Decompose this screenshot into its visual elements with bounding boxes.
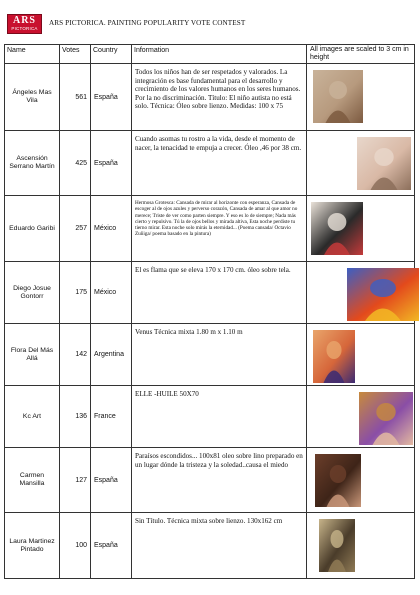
- entry-votes: 100: [60, 513, 91, 579]
- entry-information: El es flama que se eleva 170 x 170 cm. óleo sobre tela.: [132, 262, 307, 324]
- entry-country: España: [91, 64, 132, 131]
- entry-country: France: [91, 386, 132, 448]
- entry-votes: 127: [60, 448, 91, 513]
- painting-seated-child-icon: [357, 137, 411, 190]
- entry-image-cell: [307, 448, 415, 513]
- column-header-country: Country: [91, 45, 132, 64]
- entry-country: México: [91, 262, 132, 324]
- entry-name: Ascensión Serrano Martín: [5, 131, 60, 196]
- table-row: [5, 131, 415, 196]
- column-header-information: Information: [132, 45, 307, 64]
- entry-name: Ángeles Mas Vila: [5, 64, 60, 131]
- entry-country: Argentina: [91, 324, 132, 386]
- table-row: [5, 324, 415, 386]
- entry-information: Hermosa Grotesca: Cansada de mirar al horizonte con esperanza, Cansada de escoger al de ojos azules y perverso corazón, Cansada de amar al que amor no merece; Triste de ver como parten siempre. Y eso es lo de siempre; Nada más cierto y repulsivo. Tú la de ojos bellos y mirada altiva, Esta noche perdiste tu tierno mirar. Esta noche solo mirás la eternidad... (Poema cansada/ Octavio Zuñiga/ poema basado en la pintura): [132, 196, 307, 262]
- entry-name: Kc Art: [5, 386, 60, 448]
- painting-venus-icon: [313, 330, 355, 383]
- table-row: [5, 513, 415, 579]
- painting-children-icon: [313, 70, 363, 123]
- painting-face-icon: [311, 202, 363, 255]
- column-header-images: All images are scaled to 3 cm in height: [307, 45, 415, 64]
- entry-image-cell: [307, 64, 415, 131]
- entry-information: Paraísos escondidos... 100x81 oleo sobre lino preparado en un lugar dónde la tristeza y la soledad..causa el miedo: [132, 448, 307, 513]
- column-header-name: Name: [5, 45, 60, 64]
- page-title: ARS PICTORICA. PAINTING POPULARITY VOTE CONTEST: [49, 19, 246, 27]
- entry-votes: 142: [60, 324, 91, 386]
- column-header-votes: Votes: [60, 45, 91, 64]
- entry-votes: 425: [60, 131, 91, 196]
- entry-image-cell: [307, 131, 415, 196]
- entry-information: Venus Técnica mixta 1.80 m x 1.10 m: [132, 324, 307, 386]
- page-header: [7, 14, 411, 36]
- table-row: [5, 196, 415, 262]
- painting-figure-icon: [359, 392, 413, 445]
- table-row: [5, 386, 415, 448]
- entry-votes: 257: [60, 196, 91, 262]
- entry-information: Todos los niños han de ser respetados y valorados. La integración es base fundamental para el desarrollo y crecimiento de los valores humanos en los seres humanos. Por la no discriminación. Título: El niño autista no está solo. Técnica: Óleo sobre lienzo. Medidas: 100 x 75: [132, 64, 307, 131]
- entry-image-cell: [307, 196, 415, 262]
- entry-name: Carmen Mansilla: [5, 448, 60, 513]
- entry-votes: 136: [60, 386, 91, 448]
- entry-country: España: [91, 131, 132, 196]
- table-row: [5, 262, 415, 324]
- table-header-row: [5, 45, 415, 64]
- entry-name: Laura Martinez Pintado: [5, 513, 60, 579]
- entry-information: ELLE -HUILE 50X70: [132, 386, 307, 448]
- entry-votes: 175: [60, 262, 91, 324]
- entry-information: Cuando asomas tu rostro a la vida, desde el momento de nacer, la tenacidad te empuja a crecer. Óleo ,46 por 38 cm.: [132, 131, 307, 196]
- entry-image-cell: [307, 324, 415, 386]
- vote-results-table: [4, 44, 415, 579]
- entry-country: España: [91, 448, 132, 513]
- painting-girl-portrait-icon: [315, 454, 361, 507]
- entry-information: Sin Título. Técnica mixta sobre lienzo. 130x162 cm: [132, 513, 307, 579]
- entry-image-cell: [307, 386, 415, 448]
- entry-country: España: [91, 513, 132, 579]
- table-row: [5, 448, 415, 513]
- logo-text: ARS: [12, 15, 36, 26]
- entry-name: Eduardo Garibi: [5, 196, 60, 262]
- entry-country: México: [91, 196, 132, 262]
- logo-subtext: PICTORICA: [11, 26, 38, 31]
- entry-image-cell: [307, 513, 415, 579]
- painting-abstract-icon: [319, 519, 355, 572]
- entry-name: Diego Josue Gontorr: [5, 262, 60, 324]
- entry-image-cell: [307, 262, 415, 324]
- entry-votes: 561: [60, 64, 91, 131]
- table-row: [5, 64, 415, 131]
- painting-flame-icon: [347, 268, 419, 321]
- ars-pictorica-logo: [7, 14, 42, 34]
- entry-name: Flora Del Más Allá: [5, 324, 60, 386]
